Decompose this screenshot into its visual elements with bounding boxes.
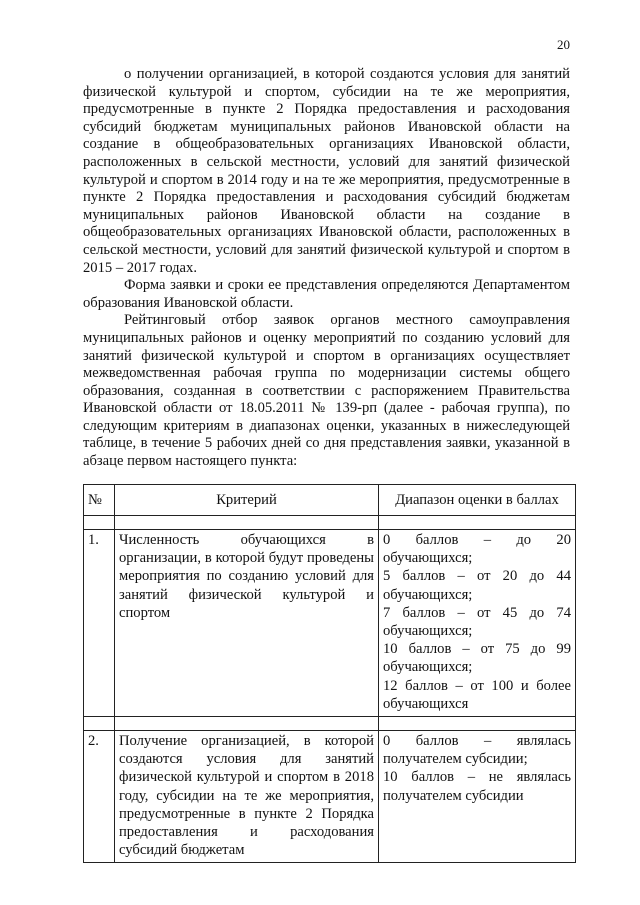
table-row	[84, 731, 576, 863]
score-range-item: 0 баллов – являлась получателем субсидии;	[383, 733, 571, 768]
paragraph-rating-selection: Рейтинговый отбор заявок органов местного самоуправления муниципальных районов и оценку мероприятий по созданию условий для занятий физической культурой и спортом в организациях осуществляет межведомственная рабочая группа по модернизации системы общего образования, созданная в соответствии с распоряжением Правительства Ивановской области от 18.05.2011 № 139-рп (далее - рабочая группа), по следующим критериям в диапазонах оценки, указанных в нижеследующей таблице, в течение 5 рабочих дней со дня представления заявки, указанной в абзаце первом настоящего пункта:	[83, 312, 570, 470]
table-spacer-row	[84, 516, 576, 530]
header-criterion: Критерий	[115, 485, 379, 516]
row-number: 1.	[84, 530, 115, 717]
score-range-item: 12 баллов – от 100 и более обучающихся	[383, 677, 571, 712]
score-range-item: 7 баллов – от 45 до 74 обучающихся;	[383, 604, 571, 640]
table-row	[84, 530, 576, 717]
paragraph-application-form: Форма заявки и сроки ее представления определяются Департаментом образования Ивановской области.	[83, 277, 570, 311]
criterion-cell: Получение организацией, в которой создаются условия для занятий физической культурой и спортом в 2018 году, субсидии на те же мероприятия, предусмотренные в пункте 2 Порядка предоставления и расходования субсидий бюджетам	[115, 731, 379, 863]
score-range-item: 5 баллов – от 20 до 44 обучающихся;	[383, 568, 571, 603]
header-number: №	[84, 485, 115, 516]
header-score-range: Диапазон оценки в баллах	[379, 485, 576, 516]
document-body	[83, 66, 570, 471]
criterion-cell: Численность обучающихся в организации, в которой будут проведены мероприятия по созданию условий для занятий физической культурой и спортом	[115, 530, 379, 717]
score-range-cell	[379, 731, 576, 863]
score-range-item: 0 баллов – до 20 обучающихся;	[383, 532, 571, 567]
table-spacer-row	[84, 717, 576, 731]
page-number: 20	[557, 37, 570, 52]
table-header-row	[84, 485, 576, 516]
score-range-item: 10 баллов – не являлась получателем субсидии	[383, 769, 571, 804]
paragraph-subsidy-condition: о получении организацией, в которой создаются условия для занятий физической культурой и спортом, субсидии на те же мероприятия, предусмотренные в пункте 2 Порядка предоставления и расходования субсидий бюджетам муниципальных районов Ивановской области на создание в общеобразовательных организациях Ивановской области, расположенных в сельской местности, условий для занятий физической культурой и спортом в 2014 году и на те же мероприятия, предусмотренные в пункте 2 Порядка предоставления и расходования субсидий бюджетам муниципальных районов Ивановской области на создание в общеобразовательных организациях Ивановской области, расположенных в сельской местности, условий для занятий физической культурой и спортом в 2015 – 2017 годах.	[83, 66, 570, 276]
score-range-item: 10 баллов – от 75 до 99 обучающихся;	[383, 641, 571, 676]
score-range-cell	[379, 530, 576, 717]
criteria-table	[83, 484, 576, 863]
row-number: 2.	[84, 731, 115, 863]
